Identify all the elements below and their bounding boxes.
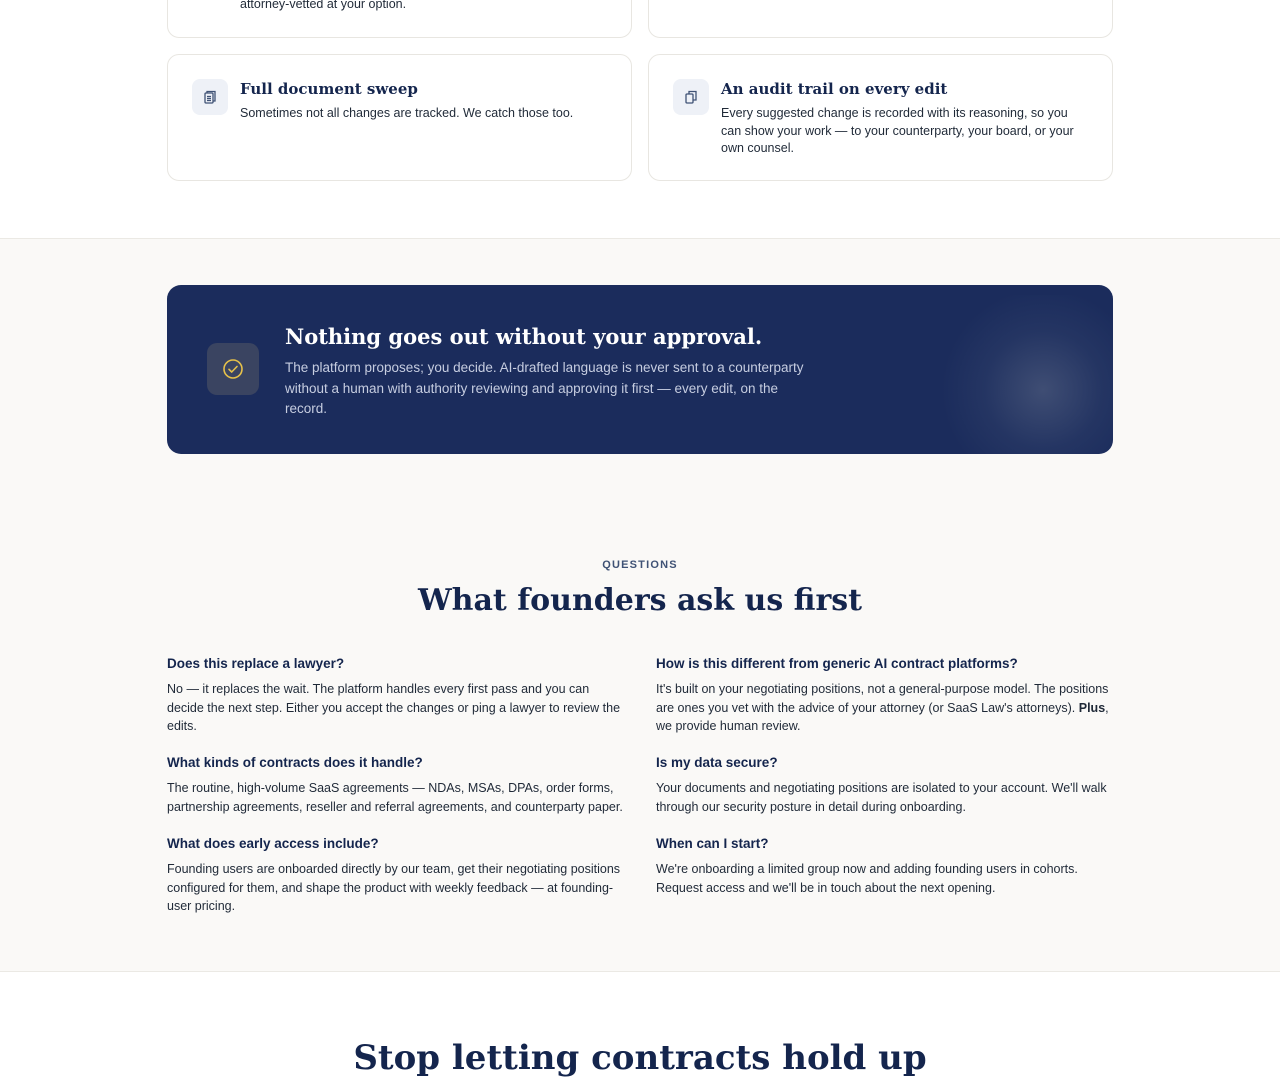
feature-card-body: Sometimes not all changes are tracked. We catch those too. [240, 106, 574, 120]
feature-card-title: An audit trail on every edit [721, 80, 948, 98]
faq-question: What does early access include? [167, 836, 379, 851]
faq-answer [656, 680, 1116, 736]
faq-answer-text: , we provide human review. [656, 700, 1109, 733]
feature-card-previous-right [648, 0, 1113, 38]
faq-answer: The routine, high-volume SaaS agreements — NDAs, MSAs, DPAs, order forms, partnership agreements, reseller and referral agreements, and counterparty paper. [167, 781, 623, 814]
faq-question: Is my data secure? [656, 755, 778, 770]
faq-answer: Your documents and negotiating positions are isolated to your account. We'll walk through our security posture in detail during onboarding. [656, 781, 1107, 814]
cta-title: Stop letting contracts hold up [353, 1038, 927, 1078]
faq-question: How is this different from generic AI contract platforms? [656, 656, 1018, 671]
faq-item [656, 753, 1116, 816]
faq-item [167, 753, 627, 816]
approval-faq-section [0, 239, 1280, 971]
features-section [0, 0, 1280, 239]
faq-item [656, 654, 1116, 736]
approval-banner [167, 285, 1113, 454]
approval-body: The platform proposes; you decide. AI-drafted language is never sent to a counterparty without a human with authority reviewing and approving it first — every edit, on the record. [285, 360, 804, 416]
faq-question: Does this replace a lawyer? [167, 656, 345, 671]
faq-answer: We're onboarding a limited group now and adding founding users in cohorts. Request access and we'll be in touch about the next opening. [656, 862, 1078, 895]
feature-card-audit-trail [648, 54, 1113, 181]
approval-title: Nothing goes out without your approval. [285, 324, 763, 349]
faq-heading: What founders ask us first [417, 583, 863, 618]
faq-item [167, 654, 627, 736]
feature-card-document-sweep [167, 54, 632, 181]
document-stack-icon [192, 79, 228, 115]
decorative-glow [933, 295, 1113, 454]
faq-answer-emphasis: Plus [1078, 700, 1106, 715]
faq-item [167, 834, 627, 916]
feature-card-body: Every suggested change is recorded with its reasoning, so you can show your work — to your counterparty, your board, or your own counsel. [721, 106, 1074, 155]
faq-answer-text: It's built on your negotiating positions, not a general-purpose model. The positions are ones you vet with the advice of your attorney (or SaaS Law's attorneys). [656, 682, 1109, 715]
check-circle-icon [207, 343, 259, 395]
feature-card-tail-text: attorney-vetted at your option. [240, 0, 407, 11]
faq-question: What kinds of contracts does it handle? [167, 755, 423, 770]
faq-answer: Founding users are onboarded directly by our team, get their negotiating positions configured for them, and shape the product with weekly feedback — at founding-user pricing. [167, 862, 621, 913]
cta-section [0, 971, 1280, 1078]
faq-answer: No — it replaces the wait. The platform handles every first pass and you can decide the next step. Either you accept the changes or ping a lawyer to review the edits. [167, 682, 621, 733]
faq-eyebrow: QUESTIONS [602, 559, 678, 571]
copy-icon [673, 79, 709, 115]
faq-question: When can I start? [656, 836, 769, 851]
faq-item [656, 834, 1116, 897]
feature-card-previous-left [167, 0, 632, 38]
feature-card-title: Full document sweep [240, 80, 418, 98]
